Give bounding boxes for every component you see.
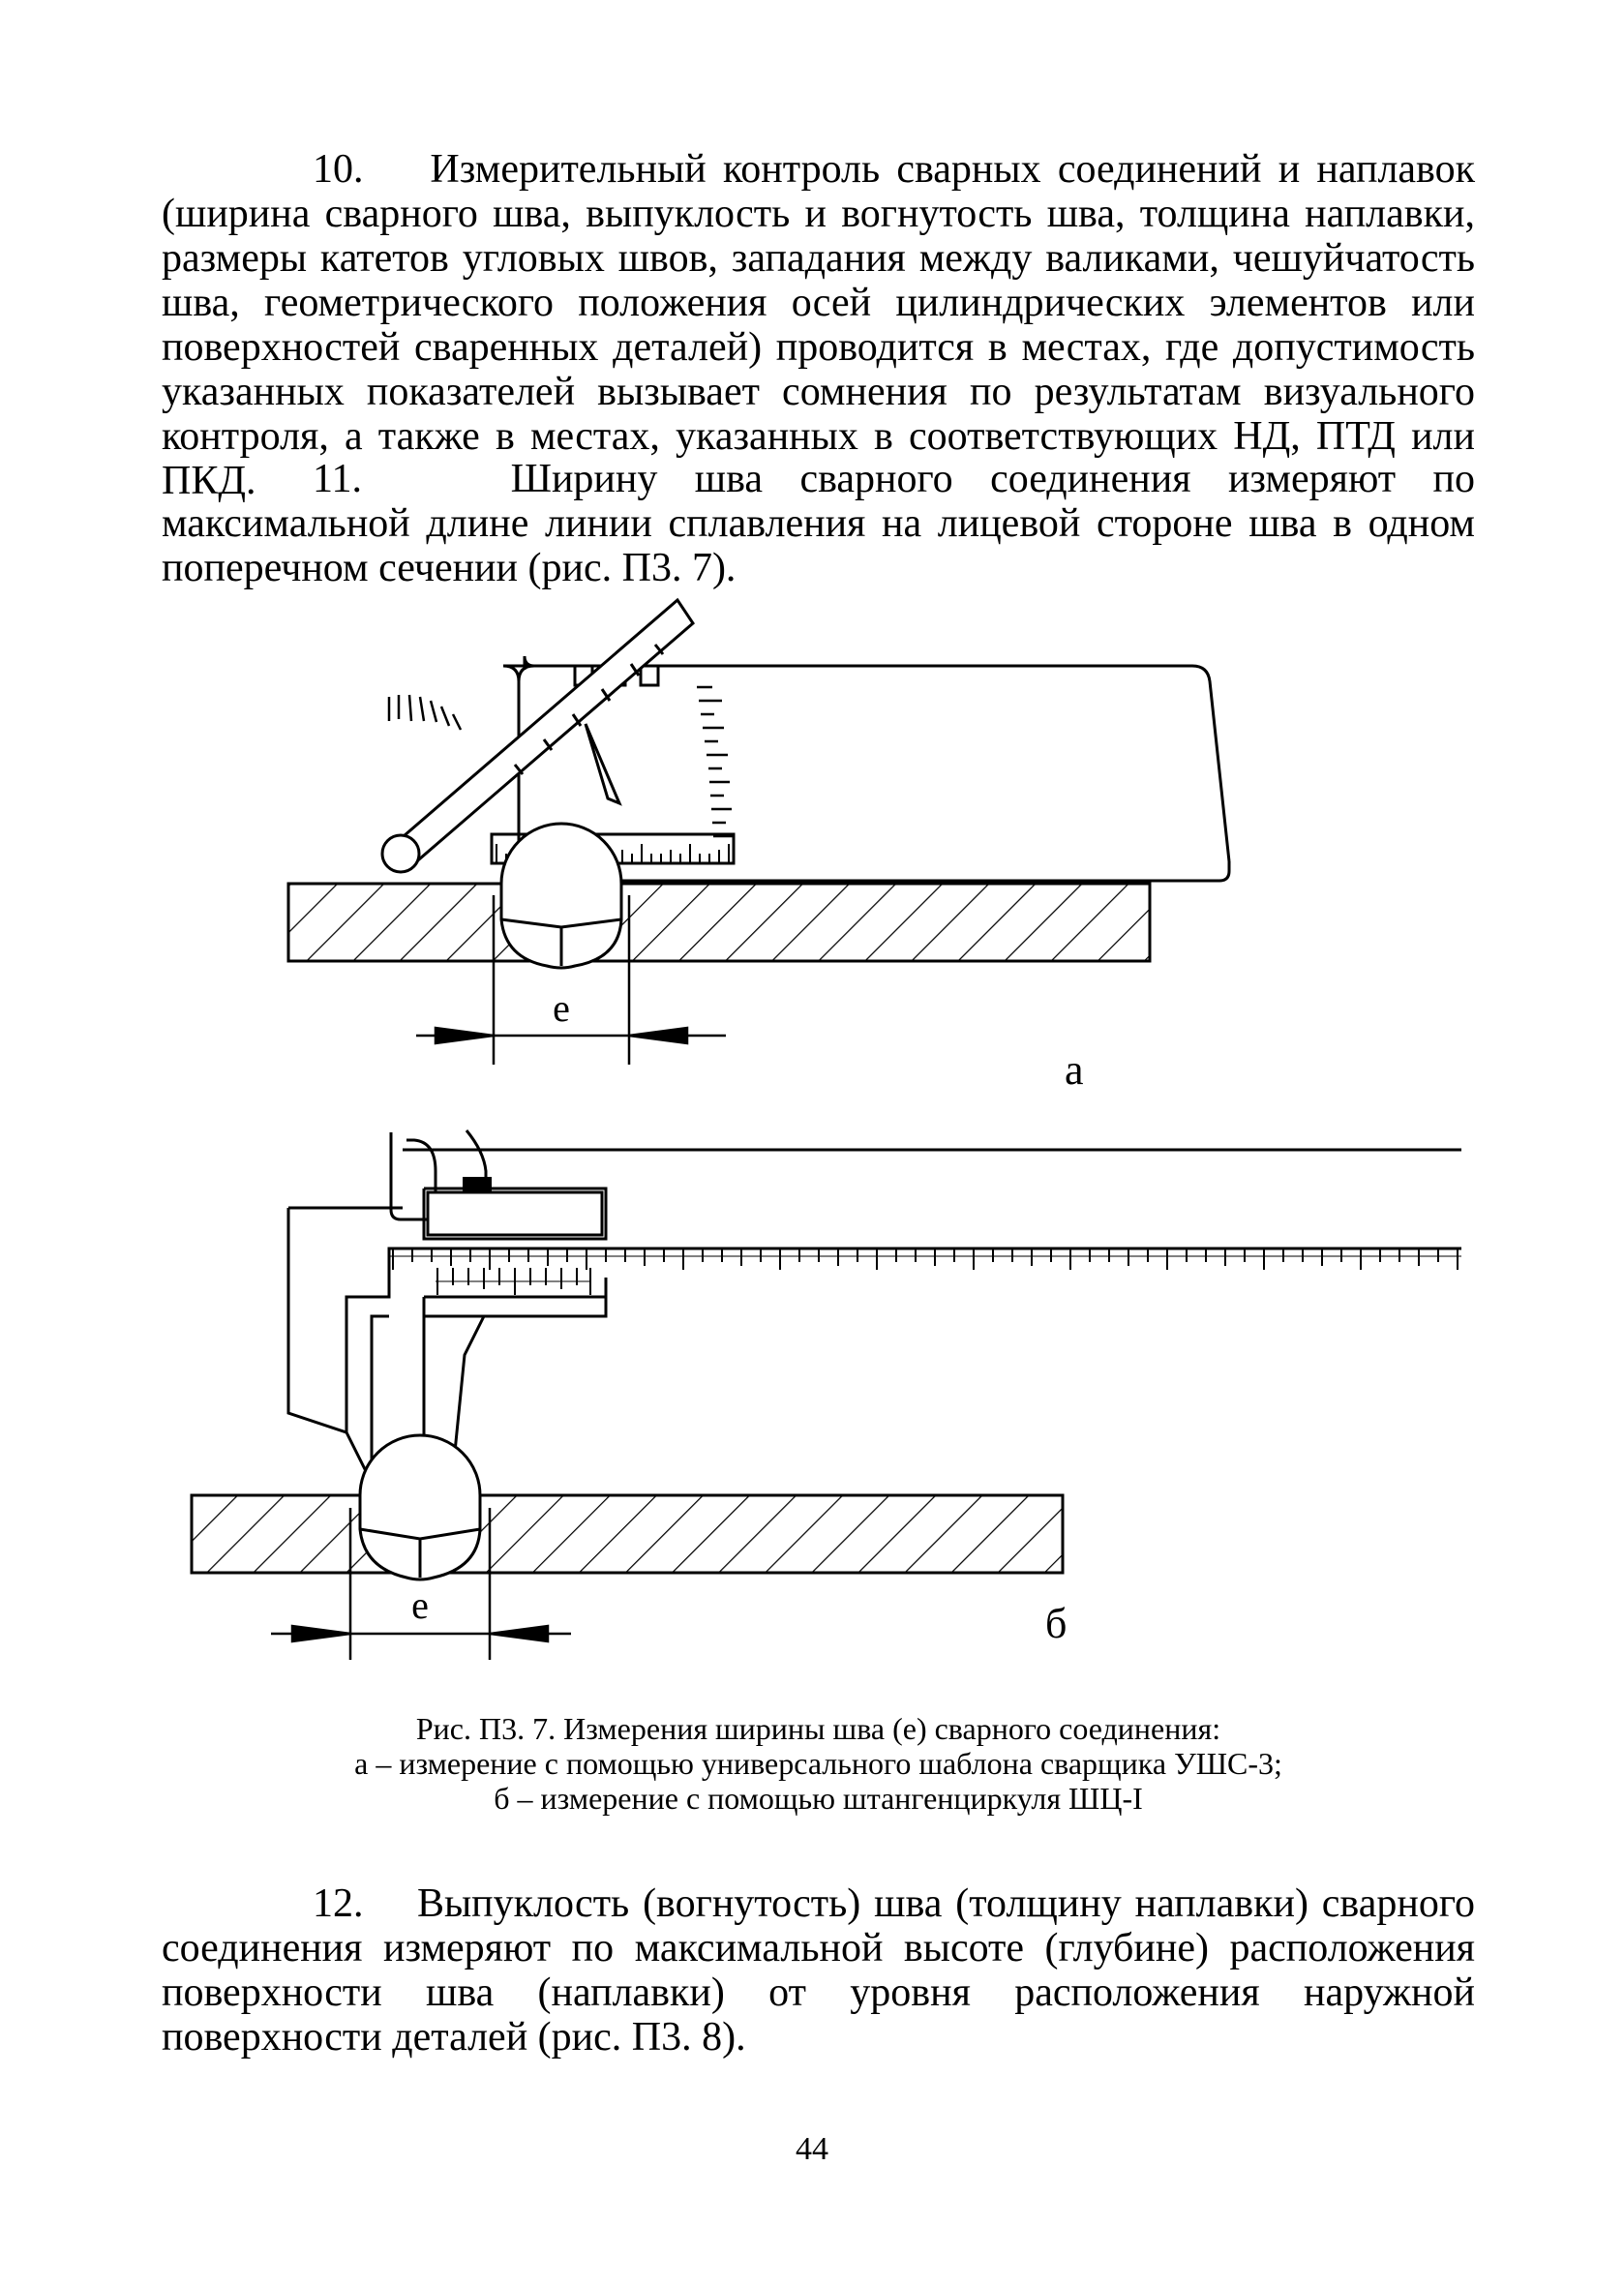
paragraph-number: 11.: [313, 457, 362, 501]
paragraph-text: Ширину шва сварного соединения измеряют по максимальной длине линии сплавления на лицевой стороне шва в одном поперечном сечении (рис. П3. 7).: [162, 457, 1476, 590]
figure-drawing: [174, 581, 1461, 1703]
plate-b: [192, 1435, 1063, 1579]
template-scale-right: [697, 687, 734, 836]
paragraph-text: Измерительный контроль сварных соединений и наплавок (ширина сварного шва, выпуклость и вогнутость шва, толщина наплавки, размеры катетов угловых швов, западания между валиками, чешуйчатость шва, геометрического положения осей цилиндрических элементов или поверхностей сваренных деталей) проводится в местах, где допустимость указанных показателей вызывает сомнения по результатам визуального контроля, а также в местах, указанных в соответствующих НД, ПТД или ПКД.: [162, 147, 1475, 503]
caliper-lock-screw: [463, 1177, 492, 1192]
page-number: 44: [796, 2131, 828, 2167]
template-pointer: [586, 724, 619, 803]
template-scale-left: [389, 695, 461, 730]
figure-label-b: б: [1045, 1600, 1068, 1647]
paragraph-number: 10.: [313, 147, 364, 192]
caliper-slider: [428, 1192, 602, 1235]
caliper-main-scale: [389, 1248, 1461, 1270]
figure-caption-line-b: б – измерение с помощью штангенциркуля ШЦ-I: [494, 1781, 1143, 1816]
paragraph-text: Выпуклость (вогнутость) шва (толщину наплавки) сварного соединения измеряют по максимальной высоте (глубине) расположения поверхности шва (наплавки) от уровня расположения наружной поверхности деталей (рис. П3. 8).: [162, 1881, 1476, 2060]
paragraph-number: 12.: [313, 1881, 364, 1926]
dimension-b-label: е: [411, 1583, 429, 1627]
figure-label-a: а: [1065, 1046, 1084, 1094]
paragraph-12: [162, 1881, 1475, 2060]
figure-caption-line-a: а – измерение с помощью универсального шаблона сварщика УШС-3;: [354, 1746, 1282, 1781]
paragraph-10: [162, 147, 1475, 503]
caliper-vernier-scale: [436, 1268, 590, 1295]
figure-caption-title: Рис. П3. 7. Измерения ширины шва (е) сварного соединения:: [415, 1711, 1221, 1746]
dimension-a-label: е: [553, 986, 570, 1030]
figure-weld-width-measurement: [174, 581, 1461, 1703]
paragraph-11: [162, 457, 1475, 590]
